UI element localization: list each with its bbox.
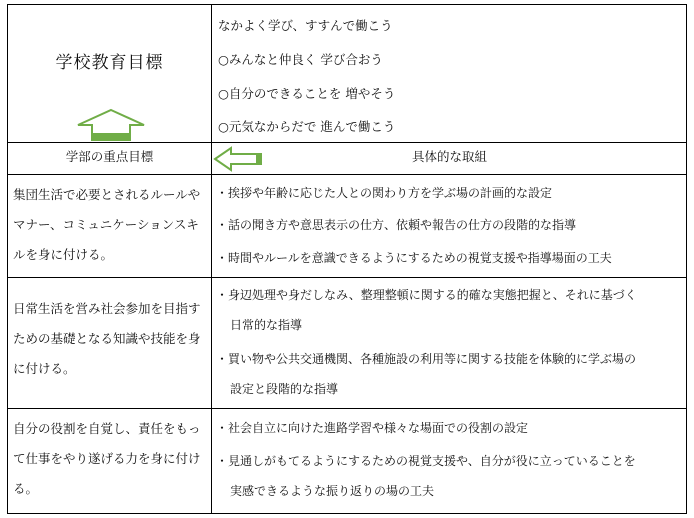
table-border-right bbox=[686, 4, 687, 514]
page-title: 学校教育目標 bbox=[55, 53, 164, 73]
up-arrow-icon bbox=[77, 108, 147, 142]
table-border-left bbox=[7, 4, 8, 514]
action-item: ・買い物や公共交通機関、各種施設の利用等に関する技能を体験的に学ぶ場の 設定と段階的な指導 bbox=[216, 352, 637, 396]
action-item: ・身辺処理や身だしなみ、整理整頓に関する的確な実態把握と、それに基づく 日常的な指導 bbox=[216, 288, 637, 332]
row-divider bbox=[7, 174, 687, 175]
table-border-top bbox=[7, 4, 687, 5]
action-item: ・挨拶や年齢に応じた人との関わり方を学ぶ場の計画的な設定 bbox=[216, 186, 553, 200]
goal-text: 集団生活で必要とされるルールや マナー、コミュニケーションスキ ルを身に付ける。 bbox=[13, 187, 201, 262]
column-header-actions: 具体的な取組 bbox=[411, 149, 487, 164]
row-divider bbox=[7, 277, 687, 278]
goal-text: 日常生活を営み社会参加を目指す ための基礎となる知識や技能を身 に付ける。 bbox=[13, 301, 201, 376]
action-item: ・見通しがもてるようにするための視覚支援や、自分が役に立っていることを 実感できるような振り返りの場の工夫 bbox=[216, 454, 636, 498]
motto-line: ○みんなと仲良く 学び合おう bbox=[218, 52, 383, 67]
motto-line: ○元気なからだで 進んで働こう bbox=[218, 119, 396, 134]
motto-line: なかよく学び、すすんで働こう bbox=[218, 18, 393, 33]
row-divider bbox=[7, 142, 687, 143]
action-item: ・話の聞き方や意思表示の仕方、依頼や報告の仕方の段階的な指導 bbox=[216, 218, 577, 232]
column-header-goals: 学部の重点目標 bbox=[65, 149, 154, 164]
motto-line: ○自分のできることを 増やそう bbox=[218, 86, 396, 101]
goal-text: 自分の役割を自覚し、責任をもっ て仕事をやり遂げる力を身に付け る。 bbox=[13, 421, 201, 496]
action-item: ・社会自立に向けた進路学習や様々な場面での役割の設定 bbox=[216, 421, 529, 435]
row-divider bbox=[7, 408, 687, 409]
column-divider bbox=[211, 4, 212, 514]
action-item: ・時間やルールを意識できるようにするための視覚支援や指導場面の工夫 bbox=[216, 251, 612, 265]
goals-table bbox=[7, 4, 687, 514]
table-border-bottom bbox=[7, 513, 687, 514]
